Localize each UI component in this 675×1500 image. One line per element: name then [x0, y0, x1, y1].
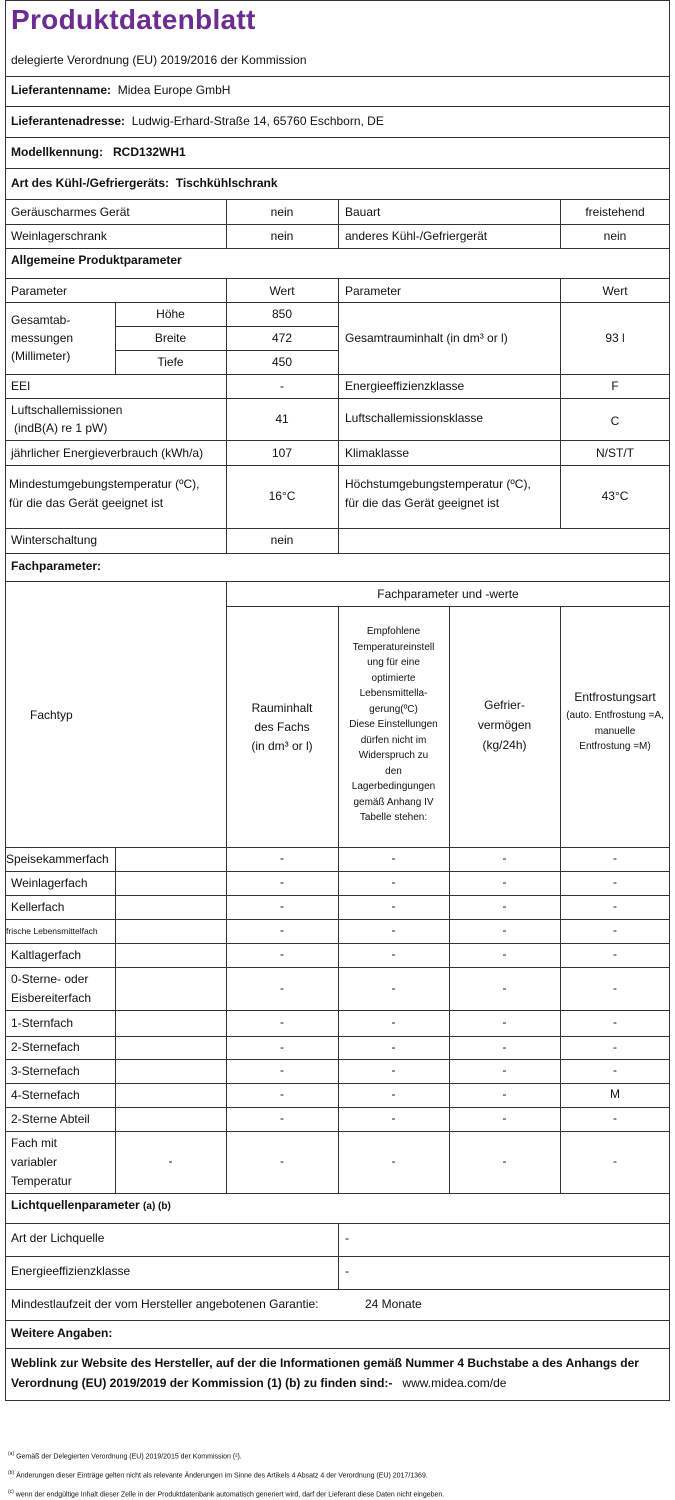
compartments-heading: Fachparameter: — [11, 559, 102, 573]
compartment-freeze-value: - — [502, 1087, 507, 1101]
compartment-name: variabler — [11, 1154, 58, 1169]
compartment-freeze-value: - — [502, 899, 507, 913]
compartment-defrost-value: - — [613, 851, 617, 865]
compartment-defrost-value: - — [613, 1039, 617, 1054]
compartment-name: frische Lebensmittelfach — [6, 925, 98, 936]
winter-label: Winterschaltung — [11, 533, 98, 547]
col-temperature-header-line: optimierte — [371, 672, 416, 684]
col-temperature-header-line: ung für eine — [367, 657, 420, 668]
compartment-freeze-value: - — [502, 1015, 507, 1029]
model-label: Modellkennung: — [11, 145, 103, 159]
wine-cabinet-label: Weinlagerschrank — [11, 229, 107, 243]
compartment-freeze-value: - — [502, 851, 507, 865]
rule — [338, 278, 339, 553]
col-freeze-header: (kg/24h) — [482, 738, 527, 752]
col-defrost-note: (auto. Entfrostung =A, — [566, 710, 664, 721]
further-heading: Weitere Angaben: — [11, 1326, 113, 1340]
rule — [338, 1223, 339, 1289]
energy-class-label: Energieeffizienzklasse — [345, 379, 465, 393]
col-temperature-header-line: Temperatureinstell — [352, 641, 435, 653]
dimensions-label: (Millimeter) — [11, 349, 71, 363]
climate-class-label: Klimaklasse — [345, 446, 410, 460]
col-parameter-header: Parameter — [345, 284, 402, 298]
footnote-mark: (c) — [8, 1489, 14, 1495]
col-volume-header: des Fachs — [254, 720, 310, 734]
rule — [5, 248, 670, 249]
compartment-defrost-value: - — [613, 1015, 617, 1029]
dimensions-label: messungen — [11, 331, 74, 345]
compartment-temp-value: - — [391, 1039, 396, 1054]
compartment-name: Kellerfach — [11, 899, 65, 914]
depth-label: Tiefe — [157, 355, 184, 369]
min-temp-label: Mindestumgebungstemperatur (ºC), — [9, 477, 200, 491]
compartment-name: Weinlagerfach — [11, 875, 88, 890]
rule — [5, 168, 670, 169]
col-volume-header: (in dm³ or l) — [251, 739, 313, 753]
winter-value: nein — [270, 533, 294, 547]
model-id: RCD132WH1 — [113, 145, 186, 159]
compartment-freeze-value: - — [502, 1039, 507, 1054]
climate-class-value: N/ST/T — [596, 446, 634, 460]
wine-cabinet-value: nein — [270, 229, 294, 243]
dimensions-label: Gesamtab- — [11, 313, 71, 327]
compartment-name: Kaltlagerfach — [11, 947, 82, 962]
supplier-address: Ludwig-Erhard-Straße 14, 65760 Eschborn, DE — [131, 114, 384, 128]
energy-class-value: F — [611, 379, 619, 393]
volume-label: Gesamtrauminhalt (in dm³ or l) — [345, 331, 508, 345]
compartment-name: Eisbereiterfach — [11, 990, 92, 1005]
compartment-group-header: Fachparameter und -werte — [377, 587, 519, 601]
warranty-value: 24 Monate — [365, 1297, 422, 1311]
max-temp-label: für die das Gerät geeignet ist — [345, 496, 500, 510]
manufacturer-url[interactable]: www.midea.com/de — [402, 1376, 507, 1390]
other-appliance-label: anderes Kühl-/Gefriergerät — [345, 229, 488, 243]
width-label: Breite — [154, 331, 187, 345]
compartment-temp-value: - — [391, 923, 396, 937]
supplier-name-label: Lieferantenname: — [11, 83, 112, 97]
compartment-vol-value: - — [280, 899, 284, 913]
design-value: freistehend — [585, 205, 645, 219]
rule — [115, 847, 116, 1193]
compartment-name: Temperatur — [11, 1173, 72, 1188]
supplier-address-row — [11, 114, 384, 129]
low-noise-value: nein — [270, 205, 294, 219]
width-value: 472 — [271, 331, 293, 345]
supplier-name: Midea Europe GmbH — [117, 83, 231, 97]
rule — [5, 1320, 670, 1321]
compartment-name: 1-Sternfach — [11, 1015, 74, 1030]
compartment-freeze-value: - — [502, 1063, 507, 1077]
rule — [5, 1348, 670, 1349]
warranty-label: Mindestlaufzeit der vom Hersteller angebotenen Garantie: — [11, 1297, 319, 1311]
compartment-temp-value: - — [391, 851, 396, 865]
compartment-extra-value: - — [168, 1154, 173, 1168]
col-defrost-header: Entfrostungsart — [574, 690, 656, 704]
footnote — [8, 1470, 428, 1479]
footnote-text: Gemäß der Delegierten Verordnung (EU) 2019/2015 der Kommission (²). — [16, 1453, 242, 1461]
appliance-type-label: Art des Kühl-/Gefriergeräts: — [11, 176, 170, 190]
col-temperature-header-line: Lagerbedingungen — [351, 781, 436, 792]
depth-value: 450 — [271, 355, 293, 369]
footnote-text: Änderungen dieser Einträge gelten nicht als relevante Änderungen im Sinne des Artikels 4 Absatz 4 der Verordnung (EU) 2017/1369. — [16, 1472, 428, 1480]
noise-value: 41 — [275, 412, 289, 426]
low-noise-label: Geräuscharmes Gerät — [11, 205, 130, 219]
col-temperature-header-line: gerung(ºC) — [369, 703, 418, 715]
compartment-defrost-value: - — [613, 923, 617, 937]
compartment-defrost-value: M — [610, 1087, 620, 1101]
compartment-freeze-value: - — [502, 1111, 507, 1125]
compartment-vol-value: - — [280, 1039, 284, 1054]
light-type-label: Art der Lichquelle — [11, 1231, 105, 1245]
col-defrost-note: Entfrostung =M) — [579, 741, 651, 752]
supplier-address-label: Lieferantenadresse: — [11, 114, 126, 128]
noise-class-value: C — [610, 414, 620, 428]
col-defrost-note: manuelle — [594, 726, 636, 737]
compartment-defrost-value: - — [613, 980, 617, 995]
appliance-type: Tischkühlschrank — [175, 176, 278, 190]
annual-energy-label: jährlicher Energieverbrauch (kWh/a) — [11, 446, 204, 460]
compartment-vol-value: - — [280, 947, 284, 961]
col-temperature-header-line: den — [385, 765, 402, 777]
min-temp-label: für die das Gerät geeignet ist — [9, 496, 164, 510]
volume-value: 93 l — [605, 331, 625, 345]
compartment-vol-value: - — [280, 1063, 284, 1077]
compartment-vol-value: - — [280, 875, 284, 889]
design-label: Bauart — [345, 205, 381, 219]
height-value: 850 — [271, 307, 293, 321]
weblink-row — [11, 1376, 506, 1391]
rule — [5, 137, 670, 138]
footnote-mark: (a) — [8, 1451, 15, 1457]
compartment-defrost-value: - — [613, 899, 617, 913]
compartment-vol-value: - — [280, 1087, 284, 1101]
compartment-name: 2-Sterne Abteil — [11, 1111, 90, 1126]
rule — [5, 106, 670, 107]
noise-label: (indB(A) re 1 pW) — [14, 421, 108, 435]
rule — [338, 199, 339, 248]
height-label: Höhe — [156, 307, 185, 321]
rule — [5, 581, 670, 582]
compartment-temp-value: - — [391, 899, 396, 913]
col-temperature-header-line: dürfen nicht im — [360, 734, 427, 746]
footnote — [8, 1489, 444, 1498]
compartment-temp-value: - — [391, 980, 396, 995]
compartment-name: 4-Sternefach — [11, 1087, 80, 1102]
page-title: Produktdatenblatt — [11, 4, 256, 35]
compartment-freeze-value: - — [502, 875, 507, 889]
compartment-freeze-value: - — [502, 947, 507, 961]
compartment-name: 0-Sterne- oder — [11, 971, 89, 986]
col-temperature-header-line: Diese Einstellungen — [349, 719, 438, 730]
compartment-name: 3-Sternefach — [11, 1063, 80, 1078]
col-temperature-header-line: Empfohlene — [366, 626, 421, 637]
compartment-type-header: Fachtyp — [30, 708, 73, 722]
col-freeze-header: vermögen — [477, 718, 532, 732]
compartment-temp-value: - — [391, 1015, 396, 1029]
compartment-name: Fach mit — [11, 1135, 58, 1150]
rule — [5, 553, 670, 554]
compartment-vol-value: - — [280, 1111, 284, 1125]
annual-energy-value: 107 — [271, 446, 293, 460]
col-freeze-header: Gefrier- — [484, 698, 525, 712]
light-heading: Lichtquellenparameter — [11, 1198, 140, 1212]
compartment-temp-value: - — [391, 1111, 396, 1125]
light-heading-refs: (a) (b) — [143, 1201, 171, 1212]
max-temp-label: Höchstumgebungstemperatur (ºC), — [345, 477, 531, 491]
rule — [226, 606, 670, 607]
col-volume-header: Rauminhalt — [251, 701, 313, 715]
col-value-header: Wert — [602, 284, 628, 298]
compartment-vol-value: - — [280, 1015, 284, 1029]
noise-label: Luftschallemissionen — [11, 403, 123, 417]
model-row — [11, 145, 186, 160]
eei-value: - — [280, 379, 284, 393]
compartment-freeze-value: - — [502, 1154, 507, 1168]
compartment-temp-value: - — [391, 875, 396, 889]
compartment-vol-value: - — [280, 923, 284, 937]
compartment-temp-value: - — [391, 1063, 396, 1077]
rule — [5, 76, 670, 77]
compartment-vol-value: - — [280, 980, 284, 995]
light-type-value: - — [345, 1231, 349, 1245]
compartment-temp-value: - — [391, 947, 396, 961]
appliance-type-row — [11, 176, 278, 191]
compartment-vol-value: - — [280, 1154, 284, 1168]
col-temperature-header-line: Tabelle stehen: — [359, 812, 428, 823]
compartment-name: 2-Sternefach — [11, 1040, 80, 1054]
compartment-freeze-value: - — [502, 980, 507, 995]
other-appliance-value: nein — [603, 229, 627, 243]
max-temp-value: 43°C — [601, 489, 629, 503]
general-heading: Allgemeine Produktparameter — [11, 253, 182, 267]
rule — [5, 1289, 670, 1290]
noise-class-label: Luftschallemissionsklasse — [345, 411, 484, 425]
eei-label: EEI — [11, 379, 31, 393]
col-temperature-header-line: gemäß Anhang IV — [353, 796, 434, 808]
weblink-text: Weblink zur Website des Hersteller, auf der die Informationen gemäß Nummer 4 Buchstabe a des Anhangs der — [11, 1356, 639, 1370]
col-temperature-header-line: Widerspruch zu — [358, 750, 429, 761]
compartment-defrost-value: - — [613, 1063, 617, 1077]
footnote — [8, 1451, 242, 1460]
compartment-defrost-value: - — [613, 947, 617, 961]
compartment-defrost-value: - — [613, 1154, 617, 1168]
compartment-defrost-value: - — [613, 875, 617, 889]
footnote-text: wenn der endgültige Inhalt dieser Zelle in der Produktdatenbank automatisch generiert wird, darf der Lieferant diese Daten nicht eingeben. — [15, 1491, 445, 1499]
rule — [5, 1193, 670, 1194]
compartment-vol-value: - — [280, 851, 284, 865]
compartment-name: Speisekammerfach — [6, 851, 109, 866]
compartment-defrost-value: - — [613, 1111, 617, 1125]
col-temperature-header-line: Lebensmittella- — [359, 688, 428, 699]
supplier-name-row — [11, 83, 230, 98]
col-value-header: Wert — [269, 284, 295, 298]
footnote-mark: (b) — [8, 1470, 15, 1476]
compartment-freeze-value: - — [502, 923, 507, 937]
min-temp-value: 16°C — [268, 489, 296, 503]
regulation-text: delegierte Verordnung (EU) 2019/2016 der Kommission — [11, 53, 307, 67]
compartment-temp-value: - — [391, 1154, 396, 1168]
compartment-temp-value: - — [391, 1087, 396, 1101]
light-class-value: - — [345, 1264, 349, 1278]
weblink-text: Verordnung (EU) 2019/2019 der Kommission (1) (b) zu finden sind:- — [11, 1376, 393, 1390]
light-heading-row — [11, 1198, 171, 1214]
light-class-label: Energieeffizienzklasse — [11, 1264, 131, 1278]
col-parameter-header: Parameter — [11, 284, 68, 298]
